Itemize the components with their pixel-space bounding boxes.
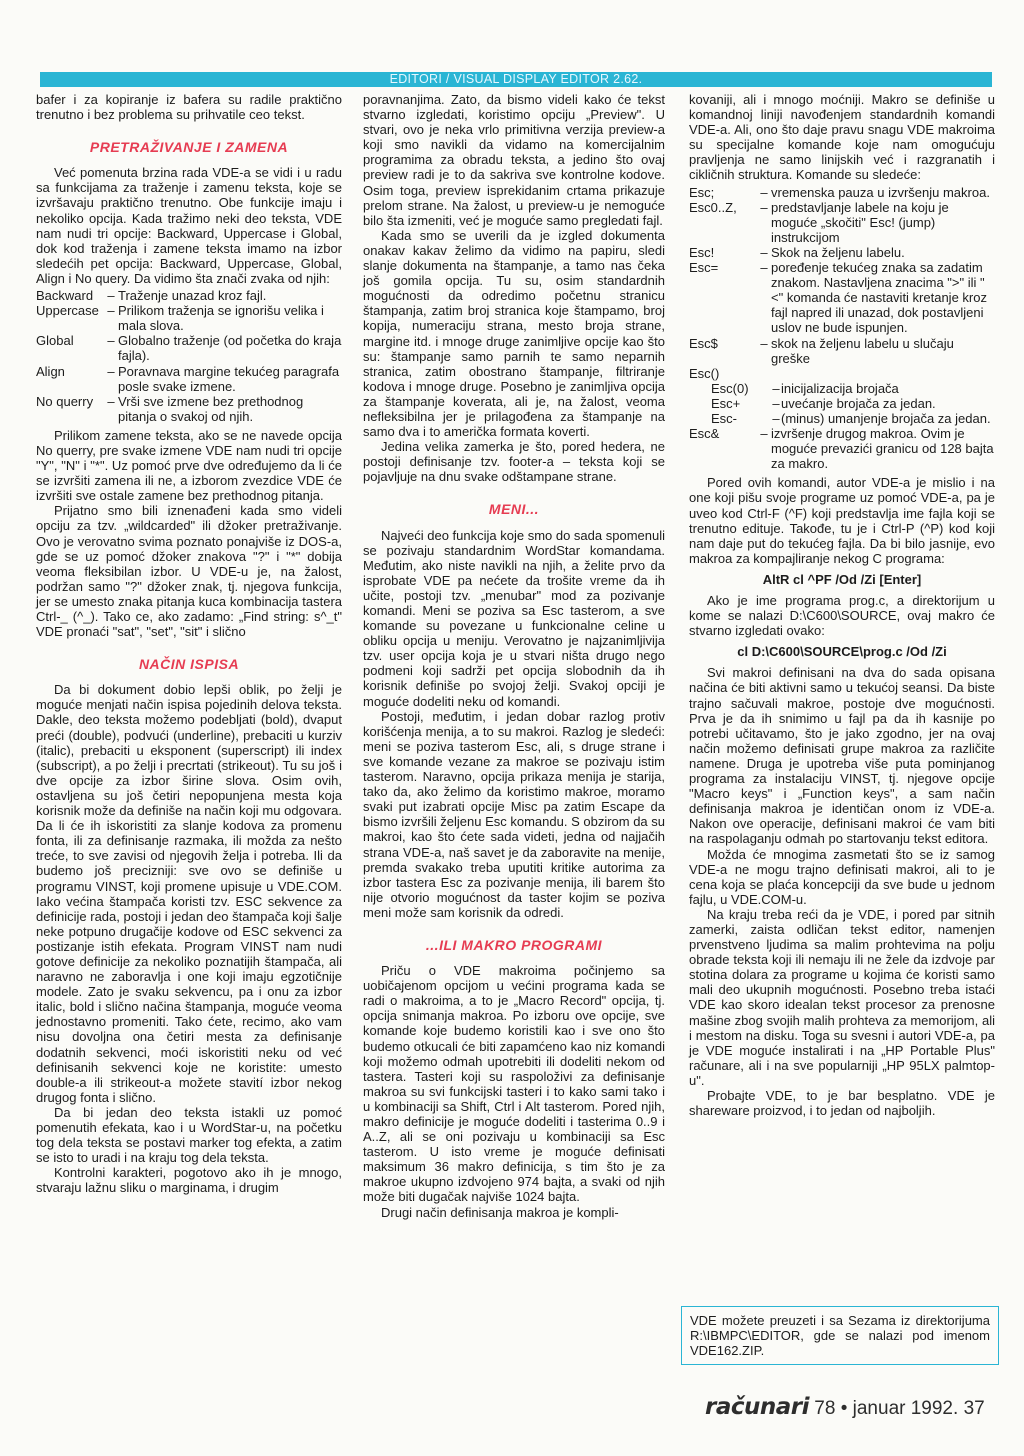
definition-text: skok na željenu labelu u slučaju greške — [771, 335, 954, 366]
definition-text: poređenje tekućeg znaka sa zadatim znakom. Nastavljena znacima ">" ili "<" komanda će nastaviti kretanje kroz fajl napred ili unazad, dok postavljeni uslov ne bude ispunjen. — [771, 260, 987, 336]
paragraph: Postoji, međutim, i jedan dobar razlog protiv korišćenja menija, a to su makroi. Razlog je sledeći: meni se poziva tasterom Esc, ali, s druge strane i sve komande vezane za makroe se pozivaju istim tasterom. Naravno, opcija prikaza menija je starija, tako da, ako želimo da koristimo makroe, moramo svaki put izabrati opcije Misc pa zatim Escape da bismo izvršili željenu Esc komandu. S obzirom da su makroi, kao što ćete sada videti, jedna od najjačih strana VDE-a, naš savet je da zaboravite na menije, premda svakako treba uputiti kritike autorima za izbor tastera Esc za pozivanje menija, ili barem što nije otvorio mogućnost da taster kojim se poziva meni može sam korisnik da odredi. — [363, 708, 666, 920]
definition-row — [689, 396, 995, 411]
dash: – — [107, 363, 115, 379]
definition-term: Esc() — [689, 365, 720, 381]
paragraph: Kada smo se uverili da je izgled dokumenta onakav kakav želimo da vidimo na papiru, sledi slanje dokumenta na štampanje, a tamo nas čeka još gomila opcija. Tu su, osim standardnih mogućnosti da odredimo početnu stranicu štampanja, zatim broj stranica koje štampamo, broj kopija, numeraciju strana, mesto broja strane, margine itd. i mnoge druge zanimljive opcije kao što su: štampanje samo parnih te samo neparnih stranica, zatim obostrano štampanje, filtriranje kodova i mnoge druge. Posebno je zanimljiva opcija za štampanje koverata, ali je, na žalost, veoma nefleksibilna jer je prilagođena za štampanje na samo dva i to američka formata koverti. — [363, 227, 665, 440]
dash: – — [760, 426, 768, 442]
paragraph: Kontrolni karakteri, pogotovo ako ih je mnogo, stvaraju lažnu sliku o marginama, i drugim — [36, 1165, 342, 1196]
definition-term: Uppercase — [36, 303, 99, 319]
definition-term: Esc(0) — [711, 380, 749, 396]
definition-row — [36, 364, 342, 394]
paragraph: Pored ovih komandi, autor VDE-a je mislio i na one koji pišu svoje programe uz pomoć VDE-a, pa je uveo kod Ctrl-F (^F) koji predstavlja ime fajla koji se trenutno edituje. Takođe, tu je i Ctrl-P (^P) kod koji nam daje put do tekućeg fajla. Da bi bilo jasnije, evo makroa za kompajliranje nekog C programa: — [689, 475, 995, 566]
paragraph: Svi makroi definisani na dva do sada opisana načina će biti aktivni samo u tekućoj seansi. Da biste trajno sačuvali makroe, postoje dve mogućnosti. Prva je da ih snimimo u fajl pa da ih kasnije po potrebi učitavamo, što je jako zgodno, jer na ovaj način možemo definisati grupe makroa za različite namene. Druga je upotreba više puta pominjanog programa za instalaciju VINST, tj. njegove opcije "Macro keys" i „Function keys", a sam način definisanja makroa je identičan onom iz VDE-a. Nakon ove operacije, definisani makroi će vam biti na raspolaganju odmah po startovanju tekst editora. — [689, 665, 995, 847]
section-heading: PRETRAŽIVANJE I ZAMENA — [89, 139, 289, 156]
column-1 — [36, 92, 342, 1195]
definition-term: Esc= — [689, 260, 719, 276]
page-number: 37 — [963, 1398, 985, 1419]
paragraph: Već pomenuta brzina rada VDE-a se vidi i u radu sa funkcijama za traženje i zamenu teksta, koje se izvršavaju praktično trenutno. Obe funkcije imaju i nekoliko opcija. Kada tražimo neki deo teksta, VDE nam nudi tri opcije: Backward, Uppercase i Global, dok kod traženja i zamene teksta imamo na izbor sledećih pet opcija: Backward, Uppercase, Global, Align i No query. Da vidimo šta znači zvaka od njih: — [36, 165, 342, 286]
code-example: cl D:\C600\SOURCE\prog.c /Od /Zi — [737, 644, 947, 660]
issue-date: januar 1992. — [852, 1398, 959, 1419]
definition-term: Esc& — [689, 426, 720, 442]
definition-text: uvećanje brojača za jedan. — [781, 395, 936, 411]
dash: – — [760, 260, 768, 276]
dash: – — [772, 410, 780, 426]
definition-text: vremenska pauza u izvršenju makroa. — [771, 184, 990, 200]
definition-text: inicijalizacija brojača — [781, 380, 899, 396]
paragraph: Prijatno smo bili iznenađeni kada smo videli opciju za tzv. „wildcarded" ili džoker pretraživanje. Ovo je verovatno svima poznato ponajviše iz DOS-a, gde se uz pomoć džoker znakova "?" i "*" dobija veoma fleksibilan izbor. U VDE-u je, na žalost, podržan samo "?" džoker znak, tj. njegova funkcija, jer se umesto znaka pitanja kuca kombinacija tastera Ctrl-_ (^_). Tako ce, ako zadamo: „Find string: s^_t" VDE pronaći "sat", "set", "sit" i slično — [36, 503, 342, 640]
section-header-bar: EDITORI / VISUAL DISPLAY EDITOR 2.62. — [40, 72, 992, 87]
issue-number: 78 — [814, 1398, 836, 1419]
dash: – — [107, 303, 115, 319]
definition-text: Vrši sve izmene bez prethodnog pitanja o svakoj od njih. — [118, 393, 304, 424]
paragraph: Prilikom zamene teksta, ako se ne navede opcija No querry, pre svake izmene VDE nam nudi tri opcije "Y", "N" i "*". Uz pomoć prve dve određujemo da li će se izvršiti zamena ili ne, a izborom zvezdice VDE će izvršiti sve ostale zamene bez prethodnog pitanja. — [36, 427, 342, 504]
section-heading: NAČIN ISPISA — [138, 656, 240, 673]
definition-text: predstavljanje labele na koju je moguće „skočiti" Esc! (jump) instrukcijom — [771, 199, 949, 245]
dash: – — [772, 395, 780, 411]
definition-term: No querry — [36, 393, 94, 409]
definition-row — [36, 288, 342, 303]
dash: – — [772, 380, 780, 396]
macro-command-list — [689, 185, 995, 472]
paragraph: Jedina velika zamerka je što, pored hedera, ne postoji definisanje tzv. footer-a – teksta koji se pojavljuje na dnu svake odštampane strane. — [363, 439, 665, 485]
paragraph: Najveći deo funkcija koje smo do sada spomenuli se pozivaju standardnim WordStar komandama. Međutim, ako niste navikli na njih, a želite prvo da isprobate VDE pa nećete da trošite vreme da ih učite, postoji tzv. „menubar" mod za pozivanje komandi. Meni se poziva sa Esc tasterom, a sve komande su povezane u funkcionalne celine u obliku opcija u meniju. Verovatno je najzanimljivija tzv. user opcija koja je u stvari ništa drugo nego podmeni koji sadrži pet opcija slobodnih da ih korisnik definiše po svojoj želji. Svakoj opciji je moguće dodeliti neku od komandi. — [363, 527, 665, 709]
definition-term: Esc- — [711, 410, 737, 426]
definition-text: Traženje unazad kroz fajl. — [118, 288, 267, 304]
paragraph: Drugi način definisanja makroa je kompli- — [381, 1204, 619, 1220]
definition-term: Global — [36, 333, 74, 349]
definition-row — [689, 411, 995, 426]
paragraph: Možda će mnogima zasmetati što se iz samog VDE-a ne mogu trajno definisati makroi, ali to je cena koja se plaća koncepciji da sve bude u jednom fajlu, u VDE.COM-u. — [689, 846, 995, 907]
definition-text: Poravnava margine tekućeg paragrafa posle svake izmene. — [118, 363, 340, 394]
dash: – — [107, 288, 115, 304]
definition-text: Globalno traženje (od početka do kraja fajla). — [118, 333, 342, 364]
definition-row — [689, 336, 995, 366]
section-heading: MENI... — [488, 501, 540, 518]
definition-term: Esc! — [689, 244, 715, 260]
paragraph: kovaniji, ali i mnogo moćniji. Makro se definiše u komandnoj liniji navođenjem standardnih komandi VDE-a. Ali, ono što daje pravu snagu VDE makroima su specijalne komande koje nam omogućuju pravljenja ne samo linijskih već i razgranatih i cikličnih struktura. Komande su sledeće: — [689, 92, 995, 183]
column-2 — [363, 92, 665, 1220]
paragraph: bafer i za kopiranje iz bafera su radile praktično trenutno i bez problema su prihvatile ceo tekst. — [36, 92, 342, 123]
bullet: • — [840, 1398, 848, 1419]
page-footer — [705, 1394, 985, 1420]
section-heading: ...ILI MAKRO PROGRAMI — [425, 936, 603, 953]
definition-term: Backward — [36, 288, 94, 304]
definition-term: Esc; — [689, 184, 715, 200]
dash: – — [760, 199, 768, 215]
dash: – — [107, 333, 115, 349]
dash: – — [107, 393, 115, 409]
option-definition-list — [36, 288, 342, 424]
magazine-logo: računari — [705, 1394, 809, 1420]
info-box: VDE možete preuzeti i sa Sezama iz direktorijuma R:\IBMPC\EDITOR, gde se nalazi pod imenom VDE162.ZIP. — [681, 1306, 999, 1365]
definition-row — [689, 381, 995, 396]
definition-term: Esc$ — [689, 335, 718, 351]
definition-text: (minus) umanjenje brojača za jedan. — [781, 410, 991, 426]
definition-term: Esc0..Z, — [689, 199, 737, 215]
definition-text: Prilikom traženja se ignorišu velika i mala slova. — [118, 303, 324, 334]
paragraph: Da bi dokument dobio lepši oblik, po želji je moguće menjati način ispisa pojedinih delova teksta. Dakle, deo teksta možemo podebljati (bold), dvaput preći (double), podvući (underline), prebaciti u kurziv (italic), prebaciti u eksponent (superscript) ili index (subscript), a po želji i precrtati (strikeout). Tu su još i dve opcije za izbor širine slova. Osim ovih, ostavljena su još četiri nepopunjena mesta koja korisnik može da definiše na način koji mu odgovara. Da li će ih iskoristiti za slanje kodova za promenu fonta, ili za definisanje razmaka, ili možda za nešto treće, to sve zavisi od njegovih želja i potreba. Ili da budemo još precizniji: sve ovo se definiše u programu VINST, koji promene upisuje u VDE.COM. Iako većina štampača koristi tzv. ESC sekvence za definicije rada, postoji i jedan deo štampača koji šalje neke potpuno drugačije kodove od ESC sekvenci za postizanje istih efekata. Program VINST nam nudi gotove definicije za nekoliko poznatijih štampača, ali naravno ne zaboravlja i one koji imaju egzotičnije modele. Zato je svaku sekvencu, pa i onu za izbor italic, bold i slično načina štampanja, moguće veoma jednostavno promeniti. Tako ćete, recimo, ako vam nisu dovoljna ona četiri mesta za definisanje dodatnih sekvenci, moći iskoristiti neku od već definisanih sekvenci koje ne koristite: umesto double-a ili strikeout-a možete stavití izbor nekog drugog fonta i slično. — [36, 682, 342, 1105]
paragraph: Da bi jedan deo teksta istakli uz pomoć pomenutih efekata, kao i u WordStar-u, na početku tog dela teksta se postavi marker tog efekta, a zatim se isto to uradi i na kraju tog dela teksta. — [36, 1104, 342, 1166]
dash: – — [760, 244, 768, 260]
definition-row — [689, 426, 995, 471]
column-3 — [689, 92, 995, 1118]
definition-row — [689, 185, 995, 200]
dash: – — [760, 184, 768, 200]
code-example: AltR cl ^PF /Od /Zi [Enter] — [762, 571, 922, 587]
paragraph: poravnanjima. Zato, da bismo videli kako će tekst stvarno izgledati, koristimo opciju „Preview". U stvari, ovo je neka vrlo primitivna verzija preview-a koji smo navikli da vidamo na komercijalnim programima za obradu teksta, a jedino što ovaj preview radi je to da sakriva sve kontrolne kodove. Osim toga, preview isprekidanim crtama prikazuje prelom strane. Na žalost, u preview-u je nemoguće bilo šta izmeniti, već je moguće samo pregledati fajl. — [363, 92, 665, 228]
definition-row — [689, 260, 995, 335]
definition-row — [689, 245, 995, 260]
definition-row — [36, 303, 342, 333]
paragraph: Probajte VDE, to je bar besplatno. VDE je shareware proizvod, i to jedan od najboljih. — [689, 1088, 995, 1119]
paragraph: Ako je ime programa prog.c, a direktorijum u kome se nalazi D:\C600\SOURCE, ovaj makro će stvarno izgledati ovako: — [689, 593, 995, 639]
paragraph: Priču o VDE makroima počinjemo sa uobičajenom opcijom u većini programa kada se radi o makroima, a to je „Macro Record" opcija, tj. opcija snimanja makroa. Po izboru ove opcije, sve komande koje budemo koristili kao i sve ono što budemo otkucali će biti zapamćeno kao niz komandi koji možemo odmah upotrebiti ili dodeliti nekom od tastera. Tasteri koji su raspoloživi za definisanje makroa su svi funkcijski tasteri i to kako sami tako i u kombinaciji sa Shift, Ctrl i Alt tasterom. Pored njih, makro definicije je moguće dodeliti i tasterima 0..9 i A..Z, ali se oni pozivaju u kombinaciji sa Esc tasterom. U isto vreme je moguće definisati maksimum 36 makro definicija, s tim što je za makroe ukupno izdvojeno 974 bajta, a svaki od njih može biti dugačak najviše 1024 bajta. — [363, 963, 665, 1205]
definition-row — [689, 200, 995, 245]
definition-text: Skok na željenu labelu. — [771, 244, 905, 260]
definition-row — [36, 394, 342, 424]
definition-row — [36, 333, 342, 363]
paragraph: Na kraju treba reći da je VDE, i pored par sitnih zamerki, zaista odličan tekst editor, namenjen prvenstveno ljudima sa malim prohtevima na polju obrade teksta koji ili nemaju ili ne žele da izdvoje par stotina dolara za programe u kojima će koristi samo mali deo ukupnih mogućnosti. Posebno treba istaći VDE kao skoro idealan tekst procesor za prenosne mašine zbog svojih malih prohteva za memorijom, ali i mestom na disku. Toga su svesni i autori VDE-a, pa je VDE moguće instalirati i na „HP Portable Plus" računare, ali i na sve popularniji „HP 95LX palmtop-u". — [689, 906, 995, 1088]
definition-term: Align — [36, 363, 65, 379]
definition-term: Esc+ — [711, 395, 741, 411]
dash: – — [760, 335, 768, 351]
definition-text: izvršenje drugog makroa. Ovim je moguće prevazići granicu od 128 bajta za makro. — [771, 426, 994, 472]
